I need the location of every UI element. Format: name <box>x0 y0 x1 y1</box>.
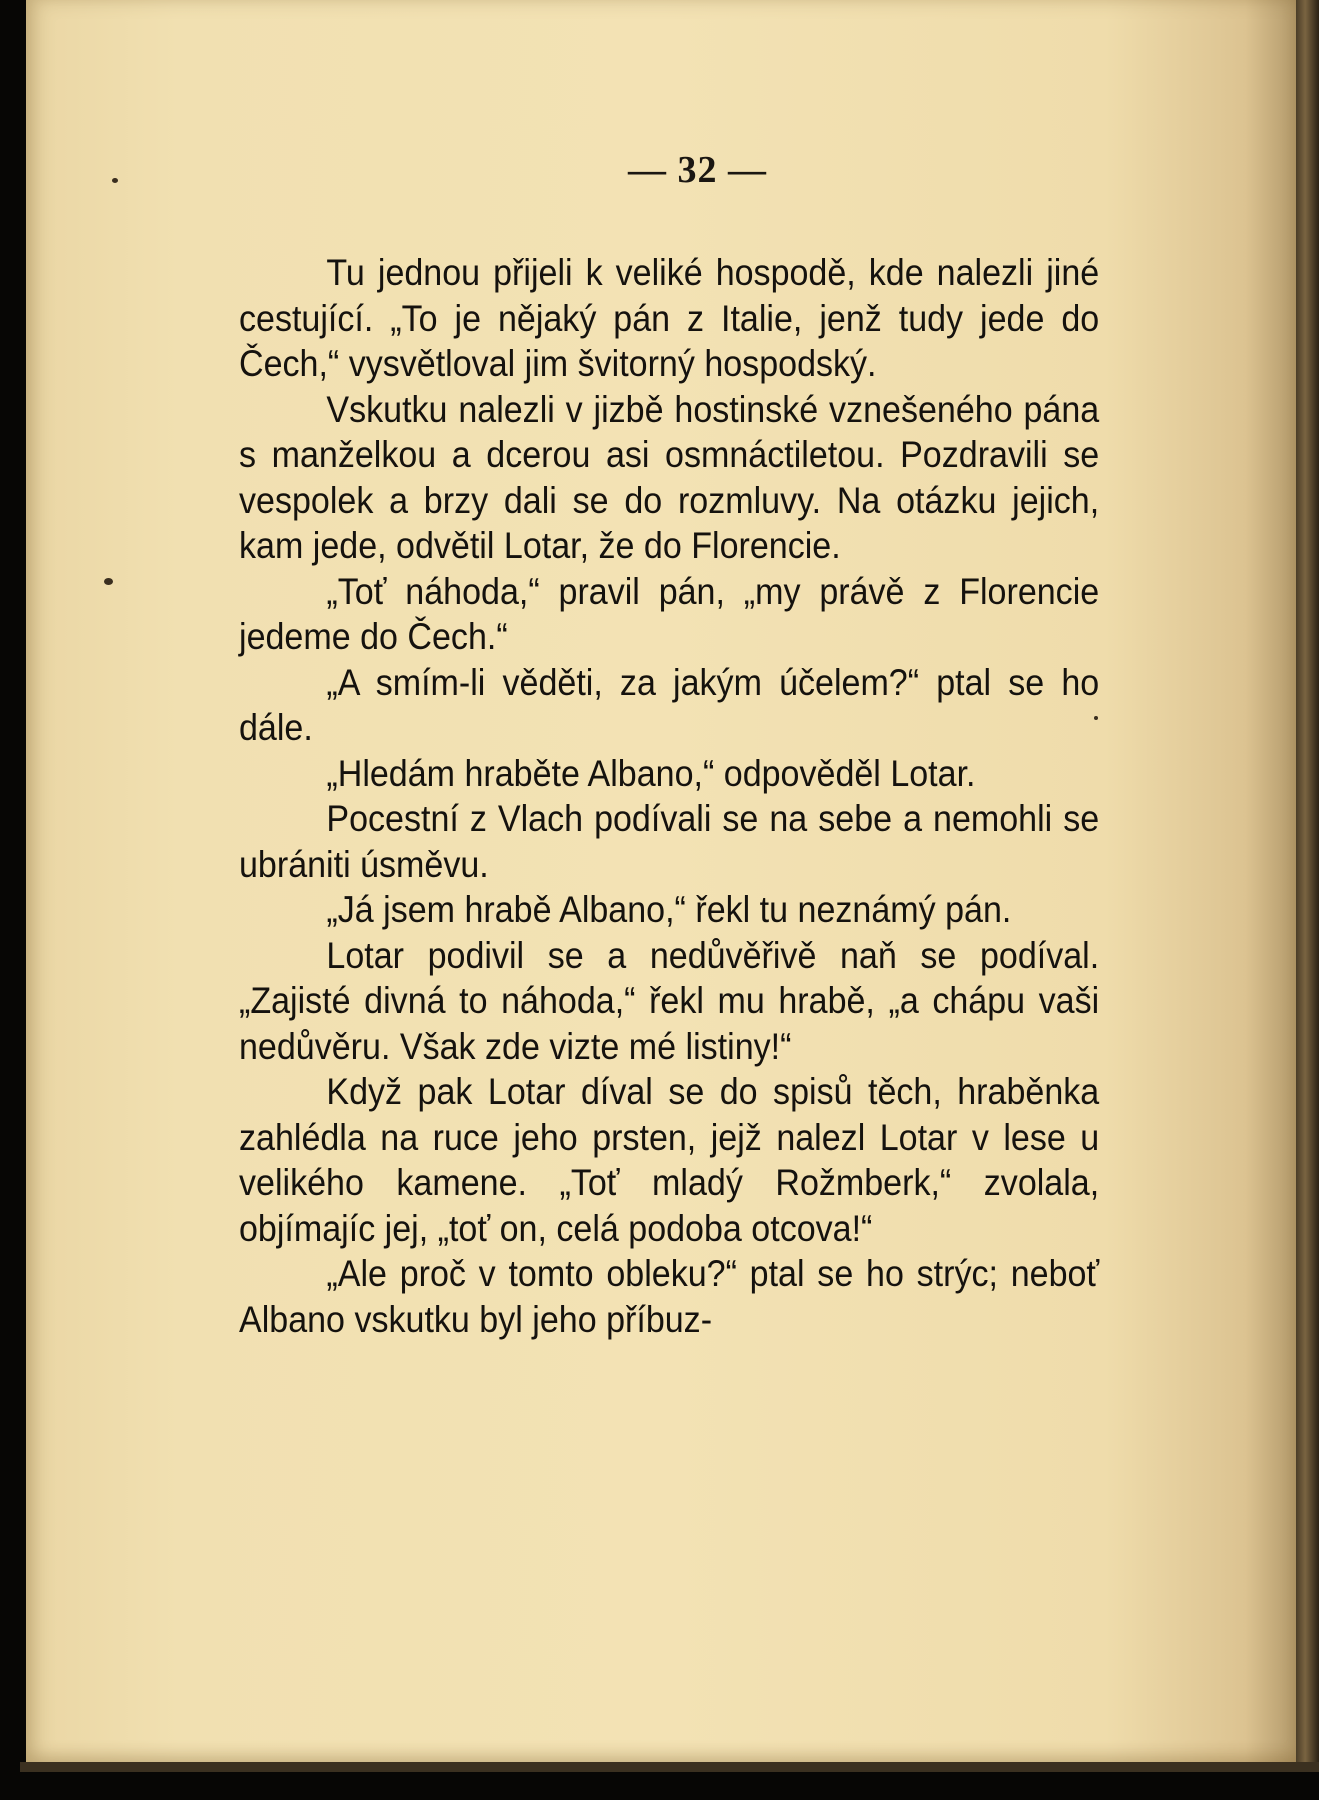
paragraph: Tu jednou přijeli k veliké hospodě, kde nalezli jiné cestující. „To je nějaký pán z Italie, jenž tudy jede do Čech,“ vysvětloval jim švitorný hospodský. <box>239 252 1100 384</box>
paragraph: „A smím-li věděti, za jakým účelem?“ ptal se ho dále. <box>239 661 1100 748</box>
paragraph: Pocestní z Vlach podívali se na sebe a nemohli se ubrániti úsměvu. <box>239 798 1100 885</box>
paragraph: „Hledám hraběte Albano,“ odpověděl Lotar. <box>326 752 976 794</box>
page-bottom-edge <box>20 1762 1319 1772</box>
page-edge <box>1296 0 1319 1765</box>
paragraph: „Toť náhoda,“ pravil pán, „my právě z Florencie jedeme do Čech.“ <box>239 570 1100 657</box>
paragraph: „Ale proč v tomto obleku?“ ptal se ho strýc; neboť Albano vskutku byl jeho příbuz- <box>239 1253 1100 1340</box>
paragraph: Lotar podivil se a nedůvěřivě naň se podíval. „Zajisté divná to náhoda,“ řekl mu hrabě, „a chápu vaši nedůvěru. Však zde vizte mé listiny!“ <box>239 934 1100 1067</box>
paragraph: „Já jsem hrabě Albano,“ řekl tu neznámý pán. <box>326 889 1012 930</box>
body-text <box>239 250 1099 1342</box>
paragraph: Vskutku nalezli v jizbě hostinské vznešeného pána s manželkou a dcerou asi osmnáctiletou. Pozdravili se vespolek a brzy dali se do rozmluvy. Na otázku jejich, kam jede, odvětil Lotar, že do Florencie. <box>239 388 1100 566</box>
paragraph: Když pak Lotar díval se do spisů těch, hraběnka zahlédla na ruce jeho prsten, jejž nalezl Lotar v lese u velikého kamene. „Toť mladý Rožmberk,“ zvolala, objímajíc jej, „toť on, celá podoba otcova!“ <box>239 1071 1100 1249</box>
ink-speck <box>104 578 113 585</box>
page-number: — 32 — <box>628 149 767 191</box>
